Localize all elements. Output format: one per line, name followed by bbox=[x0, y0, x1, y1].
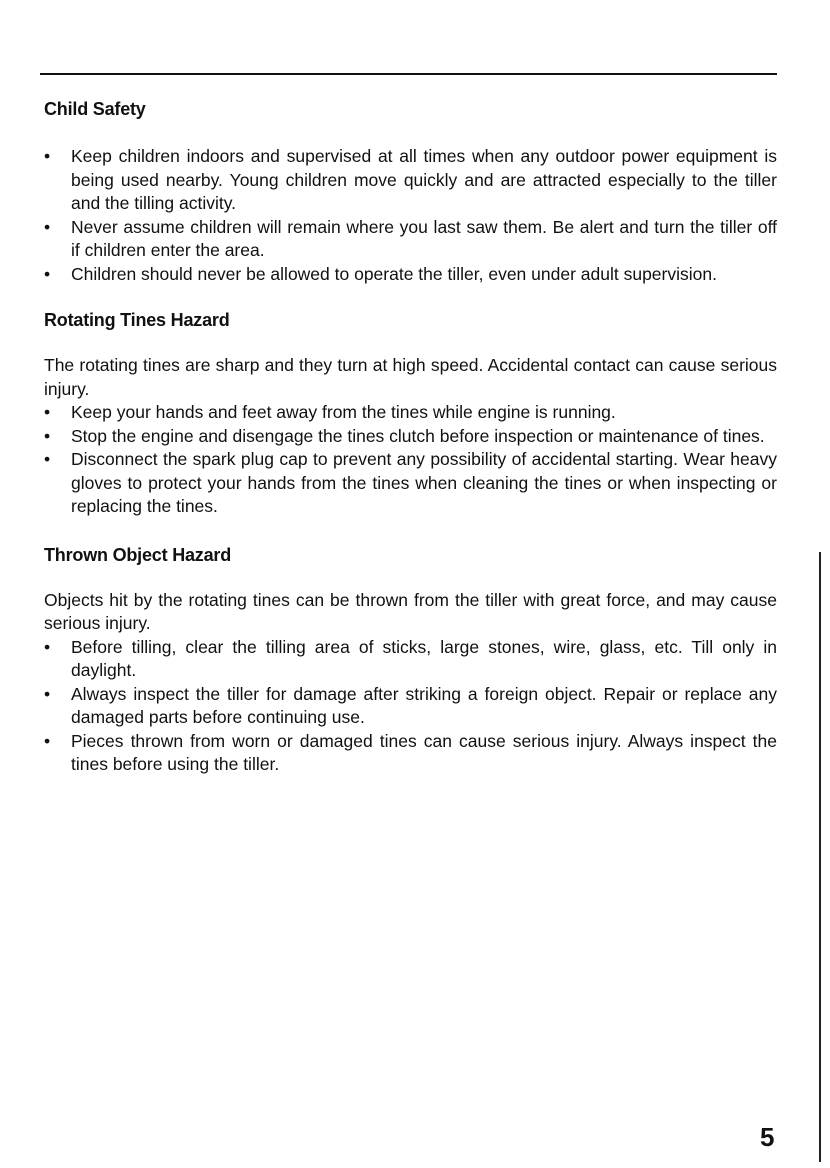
bullet-icon: • bbox=[44, 216, 51, 237]
page-number: 5 bbox=[760, 1122, 775, 1152]
list-item-text: Keep children indoors and supervised at all times when any outdoor power equipment is being used nearby. Young children move quickly and are attracted especially to the tiller and the tilling activity. bbox=[71, 146, 777, 213]
list-item bbox=[44, 683, 777, 730]
list-item-text: Pieces thrown from worn or damaged tines can cause serious injury. Always inspect the tines before using the tiller. bbox=[71, 730, 777, 774]
list-item-text: Keep your hands and feet away from the tines while engine is running. bbox=[71, 402, 616, 422]
bullet-icon: • bbox=[44, 263, 51, 284]
section-intro: The rotating tines are sharp and they turn at high speed. Accidental contact can cause serious injury. bbox=[44, 355, 777, 399]
bullet-icon: • bbox=[44, 425, 51, 446]
list-item-text: Children should never be allowed to operate the tiller, even under adult supervision. bbox=[71, 263, 717, 284]
bullet-list bbox=[44, 145, 777, 286]
list-item bbox=[44, 145, 777, 216]
bullet-icon: • bbox=[44, 449, 51, 469]
bullet-icon: • bbox=[44, 636, 51, 657]
content bbox=[44, 97, 777, 777]
list-item-text: Disconnect the spark plug cap to prevent any possibility of accidental starting. Wear heavy gloves to protect your hands from the tines when cleaning the tines or when inspecting or replacing the tines. bbox=[71, 449, 777, 516]
bullet-icon: • bbox=[44, 402, 51, 422]
section-thrown-object bbox=[44, 543, 777, 777]
list-item bbox=[44, 730, 777, 777]
bullet-list bbox=[44, 401, 777, 519]
section-child-safety bbox=[44, 97, 777, 286]
list-item-text: Before tilling, clear the tilling area of sticks, large stones, wire, glass, etc. Till only in daylight. bbox=[71, 636, 777, 680]
list-item bbox=[44, 425, 777, 449]
bullet-list bbox=[44, 636, 777, 777]
section-heading: Rotating Tines Hazard bbox=[44, 310, 230, 330]
top-rule bbox=[40, 73, 777, 75]
list-item bbox=[44, 216, 777, 263]
section-intro: Objects hit by the rotating tines can be thrown from the tiller with great force, and may cause serious injury. bbox=[44, 589, 777, 633]
list-item-text: Always inspect the tiller for damage after striking a foreign object. Repair or replace any damaged parts before continuing use. bbox=[71, 683, 777, 727]
right-edge-bar bbox=[819, 552, 821, 1162]
bullet-icon: • bbox=[44, 730, 51, 751]
list-item-text: Never assume children will remain where you last saw them. Be alert and turn the tiller off if children enter the area. bbox=[71, 216, 777, 260]
list-item bbox=[44, 636, 777, 683]
list-item bbox=[44, 263, 777, 287]
bullet-icon: • bbox=[44, 683, 51, 704]
section-heading: Thrown Object Hazard bbox=[44, 544, 232, 565]
bullet-icon: • bbox=[44, 146, 51, 166]
list-item bbox=[44, 448, 777, 519]
list-item-text: Stop the engine and disengage the tines clutch before inspection or maintenance of tines. bbox=[71, 425, 765, 446]
section-heading: Child Safety bbox=[44, 99, 146, 119]
list-item bbox=[44, 401, 777, 425]
section-rotating-tines bbox=[44, 308, 777, 519]
